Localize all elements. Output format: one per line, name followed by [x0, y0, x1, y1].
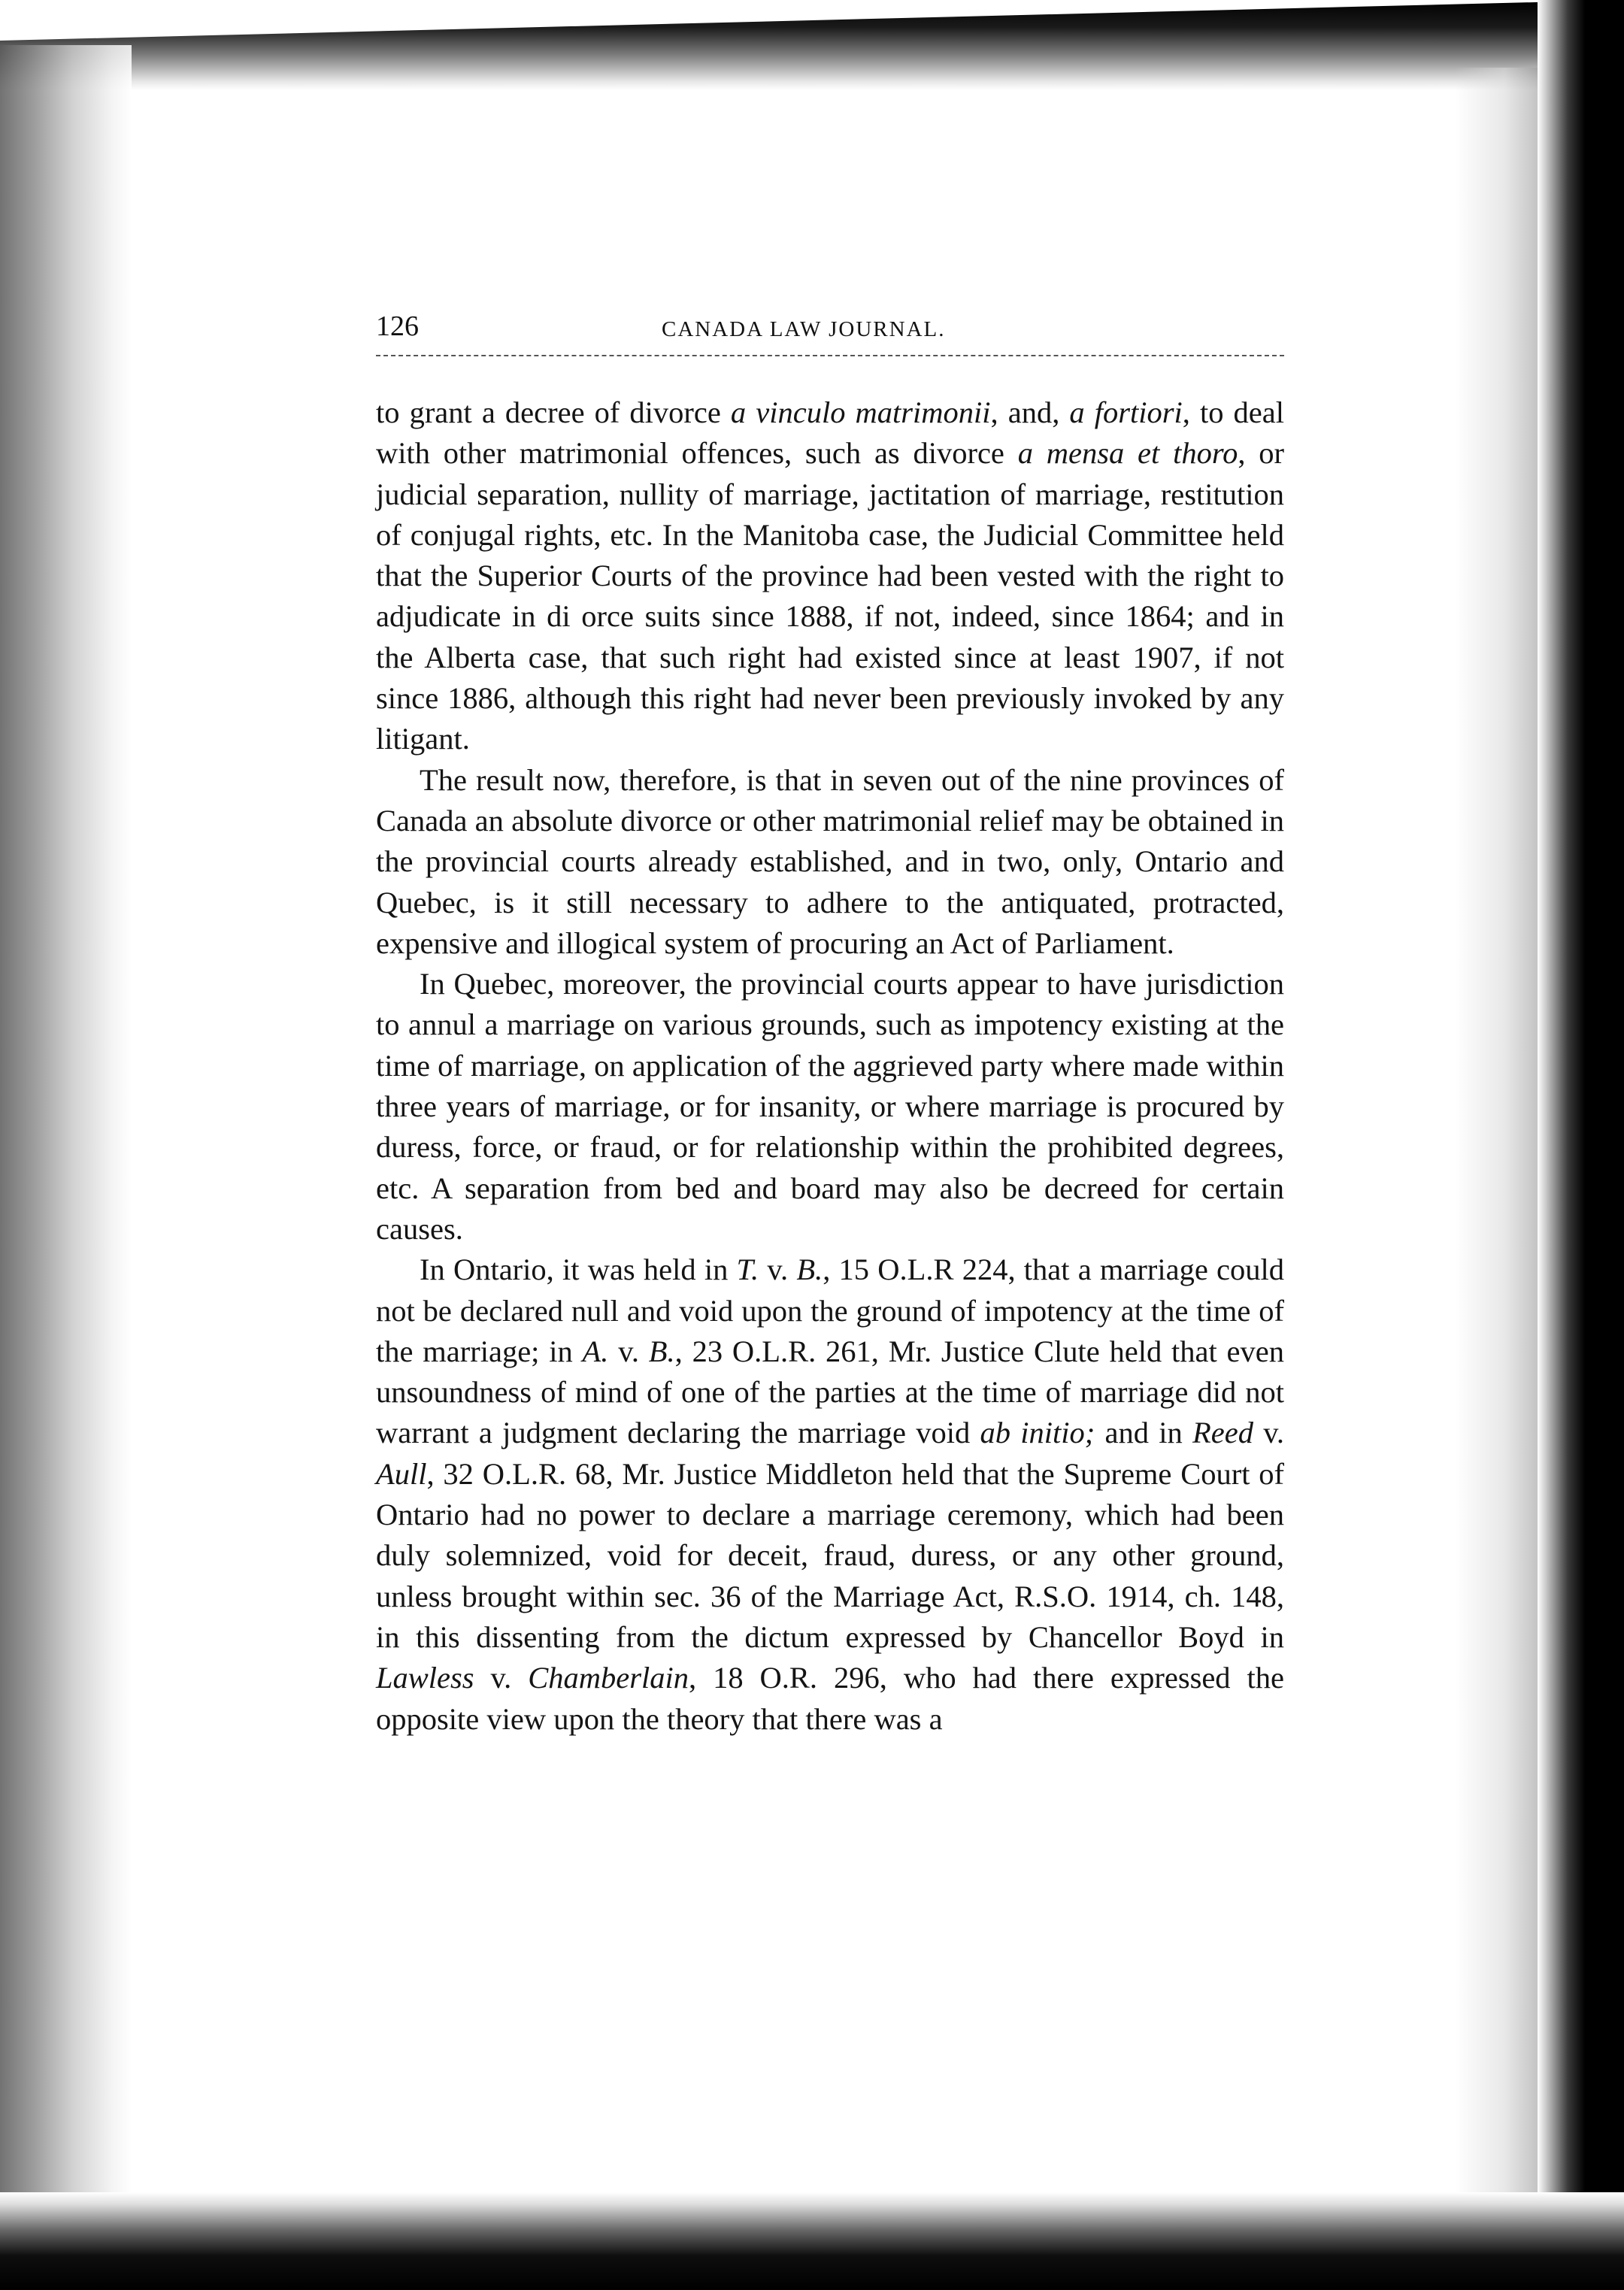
paragraph-3: In Quebec, moreover, the provincial courts appear to have jurisdiction to annul a marriage on various grounds, such as impotency existing at the time of marriage, on application of the aggrieved party where made within three years of marriage, or for insanity, or where marriage is procured by duress, force, or fraud, or for relationship within the prohibited degrees, etc. A separation from bed and board may also be decreed for certain causes.: [376, 967, 1284, 1246]
scan-top-edge: [0, 0, 1624, 90]
paragraph-1: to grant a decree of divorce a vinculo matrimonii, and, a fortiori, to deal with other matrimonial offences, such as divorce a mensa et thoro, or judicial separation, nullity of marriage, jactitation of marriage, restitution of conjugal rights, etc. In the Manitoba case, the Judicial Committee held that the Superior Courts of the province had been vested with the right to adjudicate in di orce suits since 1888, if not, indeed, since 1864; and in the Alberta case, that such right had existed since at least 1907, if not since 1886, although this right had never been previously invoked by any litigant.: [376, 395, 1284, 756]
page-number: 126: [376, 310, 419, 342]
scan-right-shadow: [1455, 68, 1538, 2270]
scan-left-edge: [0, 45, 132, 2290]
scan-right-edge: [1538, 0, 1624, 2290]
scan-bottom-edge: [0, 2192, 1624, 2290]
header-rule: [376, 355, 1284, 356]
running-head: CANADA LAW JOURNAL.: [662, 317, 946, 341]
page-header: [376, 310, 1284, 355]
paragraph-4: In Ontario, it was held in T. v. B., 15 O.L.R 224, that a marriage could not be declared null and void upon the ground of impotency at the time of the marriage; in A. v. B., 23 O.L.R. 261, Mr. Justice Clute held that even unsoundness of mind of one of the parties at the time of marriage did not warrant a judgment declaring the marriage void ab initio; and in Reed v. Aull, 32 O.L.R. 68, Mr. Justice Middleton held that the Supreme Court of Ontario had no power to declare a marriage ceremony, which had been duly solemnized, void for deceit, fraud, duress, or any other ground, unless brought within sec. 36 of the Marriage Act, R.S.O. 1914, ch. 148, in this dissenting from the dictum expressed by Chancellor Boyd in Lawless v. Chamberlain, 18 O.R. 296, who had there expressed the opposite view upon the theory that there was a: [376, 1253, 1285, 1736]
body-text: [376, 392, 1284, 1740]
paragraph-2: The result now, therefore, is that in seven out of the nine provinces of Canada an absolute divorce or other matrimonial relief may be obtained in the provincial courts already established, and in two, only, Ontario and Quebec, is it still necessary to adhere to the antiquated, protracted, expensive and illogical system of procuring an Act of Parliament.: [376, 762, 1284, 960]
